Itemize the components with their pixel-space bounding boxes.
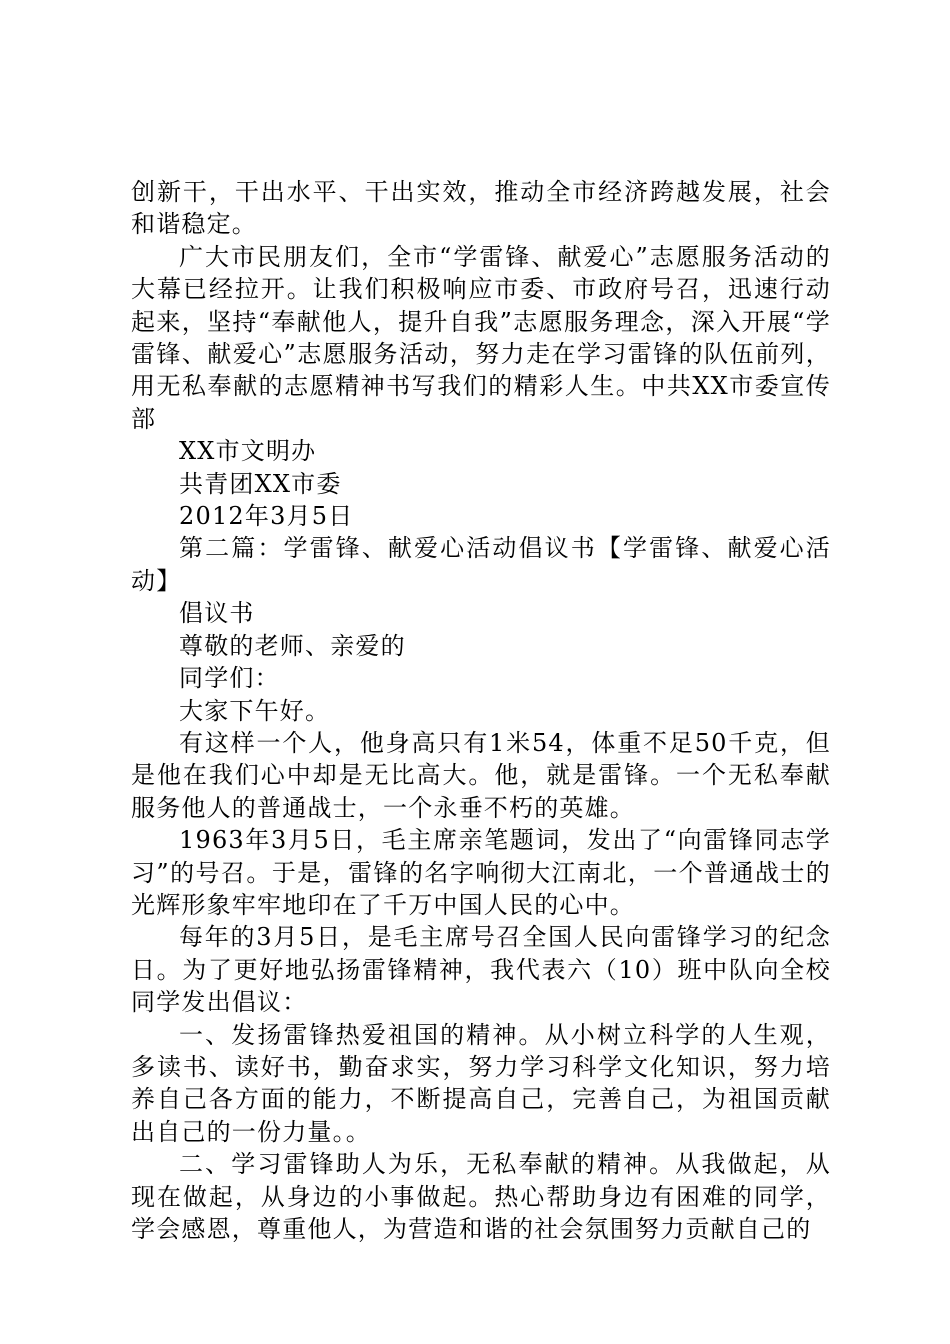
salutation-teachers: 尊敬的老师、亲爱的	[179, 631, 406, 660]
proposal-item-1: 一、发扬雷锋热爱祖国的精神。从小树立科学的人生观，多读书、读好书，勤奋求实，努力学习科学文化知识，努力培养自己各方面的能力，不断提高自己，完善自己，为祖国贡献出自己的一份力量。。	[131, 1020, 831, 1146]
proposal-heading: 倡议书	[179, 599, 255, 628]
section-title: 第二篇：学雷锋、献爱心活动倡议书【学雷锋、献爱心活动】	[131, 534, 831, 595]
paragraph-2: 广大市民朋友们，全市“学雷锋、献爱心”志愿服务活动的大幕已经拉开。让我们积极响应市委、市政府号召，迅速行动起来，坚持“奉献他人，提升自我”志愿服务理念，深入开展“学雷锋、献爱心”志愿服务活动，努力走在学习雷锋的队伍前列，用无私奉献的志愿精神书写我们的精彩人生。中共XX市委宣传部	[131, 242, 831, 433]
greeting: 大家下午好。	[179, 696, 331, 725]
signature-date: 2012年3月5日	[179, 502, 354, 531]
salutation-students: 同学们：	[179, 664, 280, 693]
signature-youth-league: 共青团XX市委	[179, 469, 342, 498]
paragraph-lei-feng-intro: 有这样一个人，他身高只有1米54，体重不足50千克，但是他在我们心中却是无比高大。他，就是雷锋。一个无私奉献服务他人的普通战士，一个永垂不朽的英雄。	[131, 728, 831, 822]
document-body	[131, 176, 831, 1245]
paragraph-1963: 1963年3月5日，毛主席亲笔题词，发出了“向雷锋同志学习”的号召。于是，雷锋的名字响彻大江南北，一个普通战士的光辉形象牢牢地印在了千万中国人民的心中。	[131, 826, 831, 919]
proposal-item-2: 二、学习雷锋助人为乐，无私奉献的精神。从我做起，从现在做起，从身边的小事做起。热心帮助身边有困难的同学，学会感恩，尊重他人，为营造和谐的社会氛围努力贡献自己的	[131, 1150, 831, 1243]
signature-civilization-office: XX市文明办	[179, 437, 317, 466]
paragraph-1: 创新干，干出水平、干出实效，推动全市经济跨越发展，社会和谐稳定。	[131, 178, 831, 239]
paragraph-memorial-day: 每年的3月5日，是毛主席号召全国人民向雷锋学习的纪念日。为了更好地弘扬雷锋精神，我代表六（10）班中队向全校同学发出倡议：	[131, 923, 831, 1017]
